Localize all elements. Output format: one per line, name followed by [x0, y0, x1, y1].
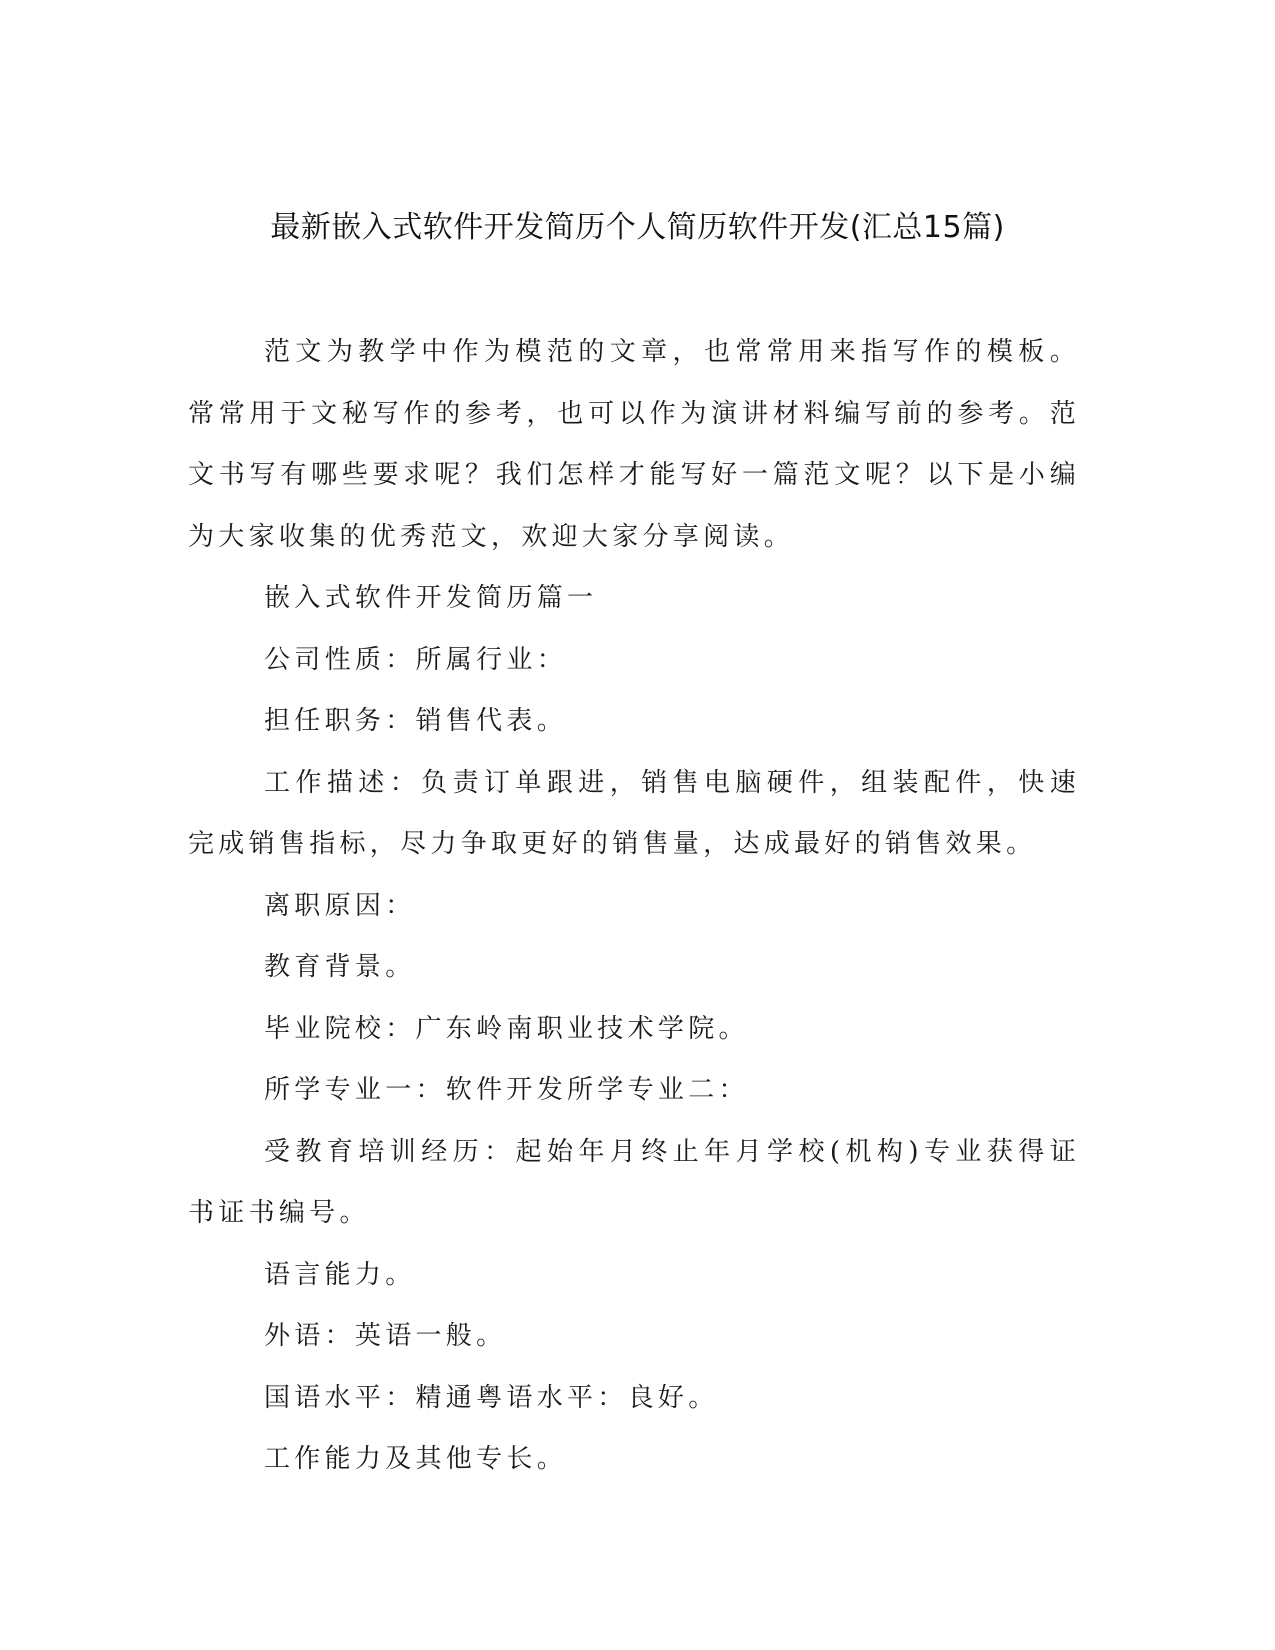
skills-heading: 工作能力及其他专长。 [264, 1444, 568, 1474]
document-body [188, 322, 1080, 1491]
leaving-reason-line: 离职原因： [264, 890, 416, 921]
education-heading: 教育背景。 [264, 952, 416, 982]
position-line: 担任职务：销售代表。 [264, 706, 568, 736]
graduate-school-line: 毕业院校：广东岭南职业技术学院。 [264, 1013, 749, 1044]
job-description-paragraph: 工作描述：负责订单跟进，销售电脑硬件，组装配件，快速完成销售指标，尽力争取更好的销售量，达成最好的销售效果。 [188, 767, 1080, 859]
training-history-paragraph: 受教育培训经历：起始年月终止年月学校(机构)专业获得证书证书编号。 [188, 1136, 1080, 1228]
intro-paragraph: 范文为教学中作为模范的文章，也常常用来指写作的模板。常常用于文秘写作的参考，也可以作为演讲材料编写前的参考。范文书写有哪些要求呢？我们怎样才能写好一篇范文呢？以下是小编为大家收集的优秀范文，欢迎大家分享阅读。 [188, 337, 1080, 552]
language-ability-heading: 语言能力。 [264, 1259, 416, 1290]
mandarin-cantonese-line: 国语水平：精通粤语水平：良好。 [264, 1382, 719, 1413]
major-line: 所学专业一：软件开发所学专业二： [264, 1075, 749, 1105]
document-title: 最新嵌入式软件开发简历个人简历软件开发(汇总15篇) [270, 210, 1005, 245]
section-heading-resume-1: 嵌入式软件开发简历篇一 [264, 583, 598, 613]
foreign-language-line: 外语：英语一般。 [264, 1321, 507, 1351]
company-info-line: 公司性质：所属行业： [264, 644, 568, 675]
